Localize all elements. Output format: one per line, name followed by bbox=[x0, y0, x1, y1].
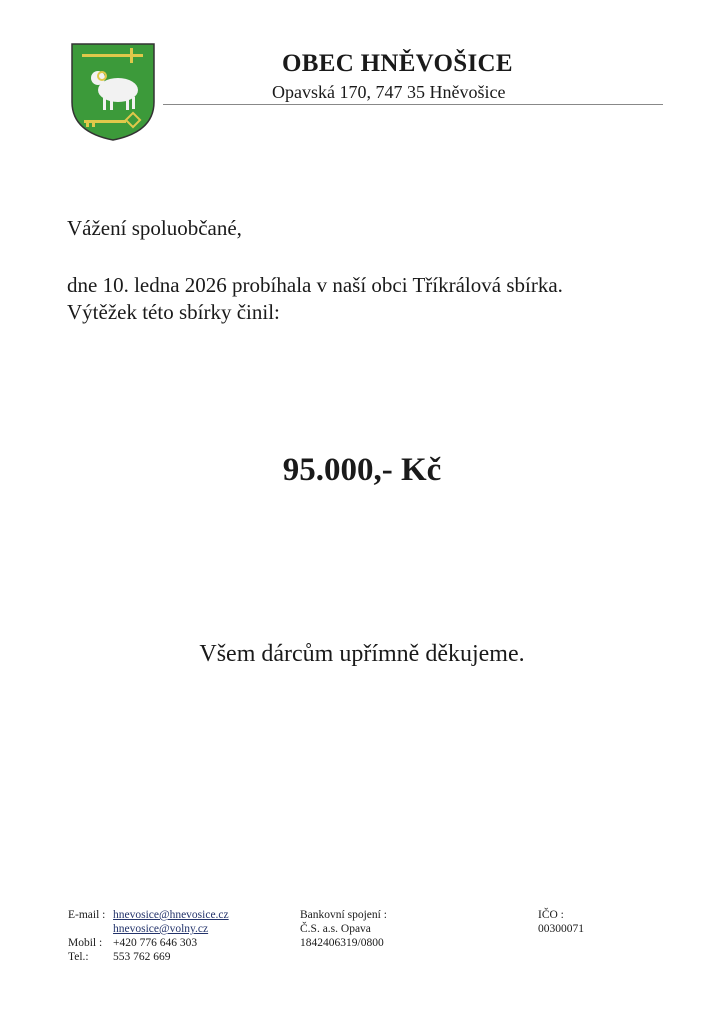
coat-of-arms-icon bbox=[70, 42, 156, 142]
tel-label: Tel.: bbox=[68, 951, 89, 963]
footer-bank bbox=[300, 908, 387, 950]
email-label: E-mail : bbox=[68, 909, 106, 921]
collection-amount: 95.000,- Kč bbox=[282, 452, 442, 488]
body-line-1: dne 10. ledna 2026 probíhala v naší obci Tříkrálová sbírka. bbox=[67, 273, 563, 297]
footer-ico bbox=[538, 908, 584, 936]
municipality-title: OBEC HNĚVOŠICE bbox=[282, 50, 513, 77]
header-divider bbox=[163, 104, 663, 105]
ico-value: 00300071 bbox=[538, 923, 584, 935]
bank-label: Bankovní spojení : bbox=[300, 909, 387, 921]
bank-name: Č.S. a.s. Opava bbox=[300, 923, 371, 935]
footer-contacts bbox=[68, 908, 229, 964]
mobil-label: Mobil : bbox=[68, 937, 103, 949]
email-link-2[interactable]: hnevosice@volny.cz bbox=[113, 923, 209, 935]
email-link-1[interactable]: hnevosice@hnevosice.cz bbox=[113, 909, 229, 921]
greeting: Vážení spoluobčané, bbox=[67, 216, 242, 240]
ico-label: IČO : bbox=[538, 909, 564, 921]
tel-number: 553 762 669 bbox=[113, 951, 171, 963]
bank-account: 1842406319/0800 bbox=[300, 937, 384, 949]
municipality-address: Opavská 170, 747 35 Hněvošice bbox=[272, 82, 506, 102]
body-line-2: Výtěžek této sbírky činil: bbox=[67, 300, 280, 324]
thanks-line: Všem dárcům upřímně děkujeme. bbox=[199, 641, 525, 667]
mobil-number: +420 776 646 303 bbox=[113, 937, 198, 949]
